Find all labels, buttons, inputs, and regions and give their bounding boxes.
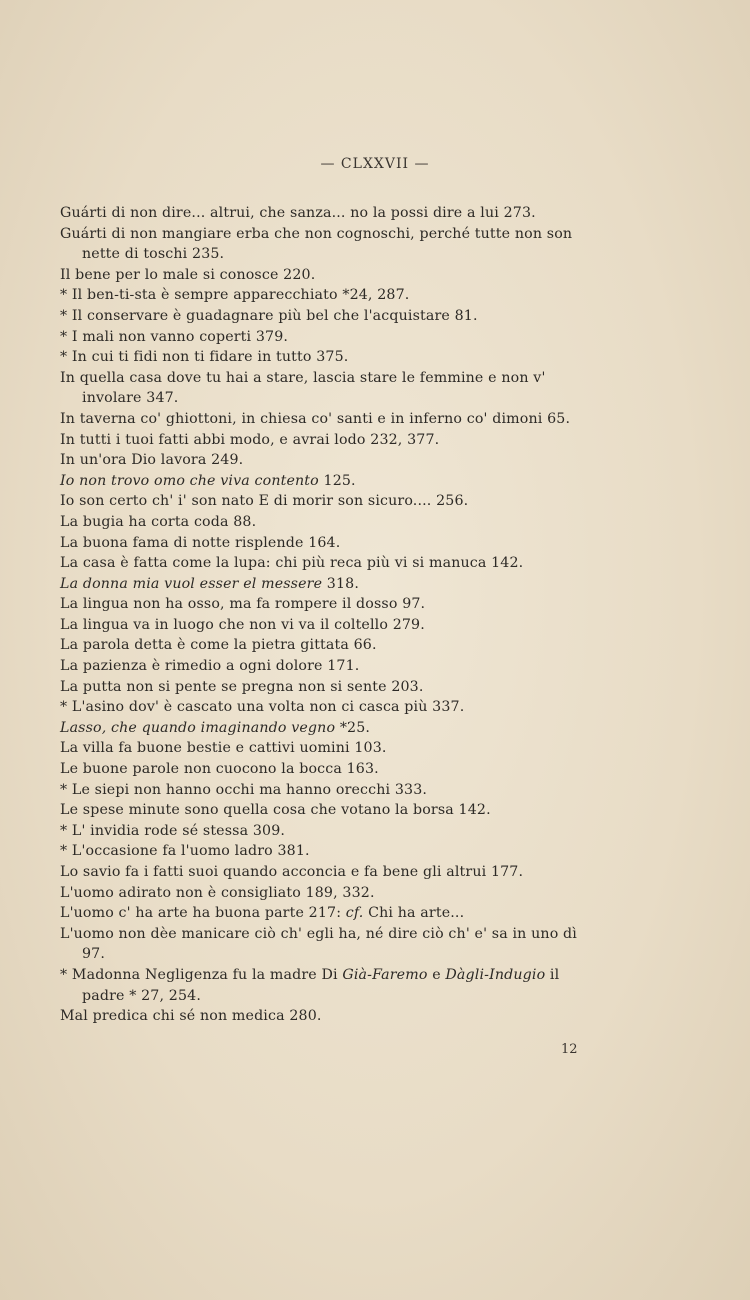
- list-item: Guárti di non dire... altrui, che sanza... no la possi dire a lui 273.: [60, 205, 536, 221]
- list-item: La bugia ha corta coda 88.: [60, 513, 257, 530]
- list-item: La parola detta è come la pietra gittata 66.: [60, 637, 377, 654]
- proverb-index-list: [60, 203, 595, 1027]
- list-item: In quella casa dove tu hai a stare, lascia stare le femmine e non v' involare 347.: [60, 369, 546, 407]
- list-item: * Madonna Negligenza fu la madre Di Già-Faremo e Dàgli-Indugio il padre * 27, 254.: [60, 966, 560, 1004]
- running-head: — CLXXVII —: [320, 156, 430, 172]
- list-item: In taverna co' ghiottoni, in chiesa co' santi e in inferno co' dimoni 65.: [60, 410, 571, 427]
- list-item: Le spese minute sono quella cosa che votano la borsa 142.: [60, 802, 491, 819]
- list-item: Le buone parole non cuocono la bocca 163.: [60, 761, 379, 778]
- list-item: L'uomo c' ha arte ha buona parte 217: cf. Chi ha arte...: [60, 905, 465, 922]
- list-item: L'uomo non dèe manicare ciò ch' egli ha, né dire ciò ch' e' sa in uno dì 97.: [60, 925, 577, 963]
- list-item: La lingua va in luogo che non vi va il coltello 279.: [60, 616, 425, 633]
- list-item: La pazienza è rimedio a ogni dolore 171.: [60, 658, 360, 675]
- page-number: 12: [561, 1042, 578, 1057]
- list-item: La buona fama di notte risplende 164.: [60, 534, 341, 551]
- list-item: In tutti i tuoi fatti abbi modo, e avrai lodo 232, 377.: [60, 431, 440, 448]
- list-item: * I mali non vanno coperti 379.: [60, 328, 289, 345]
- list-item: * In cui ti fidi non ti fidare in tutto 375.: [60, 349, 349, 366]
- list-item: La casa è fatta come la lupa: chi più reca più vi si manuca 142.: [60, 555, 524, 572]
- list-item: Mal predica chi sé non medica 280.: [60, 1008, 322, 1025]
- list-item: La putta non si pente se pregna non si sente 203.: [60, 678, 424, 695]
- list-item: Il bene per lo male si conosce 220.: [60, 266, 316, 283]
- list-item: * Il conservare è guadagnare più bel che l'acquistare 81.: [60, 307, 478, 324]
- list-item: La lingua non ha osso, ma fa rompere il dosso 97.: [60, 596, 426, 613]
- list-item: La villa fa buone bestie e cattivi uomini 103.: [60, 740, 387, 757]
- list-item: * L'occasione fa l'uomo ladro 381.: [60, 843, 310, 860]
- list-item: La donna mia vuol esser el messere 318.: [60, 575, 359, 592]
- list-item: * Le siepi non hanno occhi ma hanno orecchi 333.: [60, 781, 428, 798]
- list-item: Io non trovo omo che viva contento 125.: [60, 472, 356, 489]
- list-item: * L'asino dov' è cascato una volta non ci casca più 337.: [60, 699, 465, 716]
- list-item: Guárti di non mangiare erba che non cognoschi, perché tutte non son nette di toschi 235.: [60, 225, 573, 263]
- list-item: * L' invidia rode sé stessa 309.: [60, 822, 286, 839]
- list-item: In un'ora Dio lavora 249.: [60, 452, 244, 469]
- list-item: L'uomo adirato non è consigliato 189, 332.: [60, 884, 375, 901]
- list-item: Lasso, che quando imaginando vegno *25.: [60, 719, 371, 736]
- list-item: Lo savio fa i fatti suoi quando acconcia e fa bene gli altrui 177.: [60, 864, 524, 880]
- list-item: * Il ben-ti-sta è sempre apparecchiato *24, 287.: [60, 287, 410, 304]
- list-item: Io son certo ch' i' son nato E di morir son sicuro.... 256.: [60, 493, 469, 510]
